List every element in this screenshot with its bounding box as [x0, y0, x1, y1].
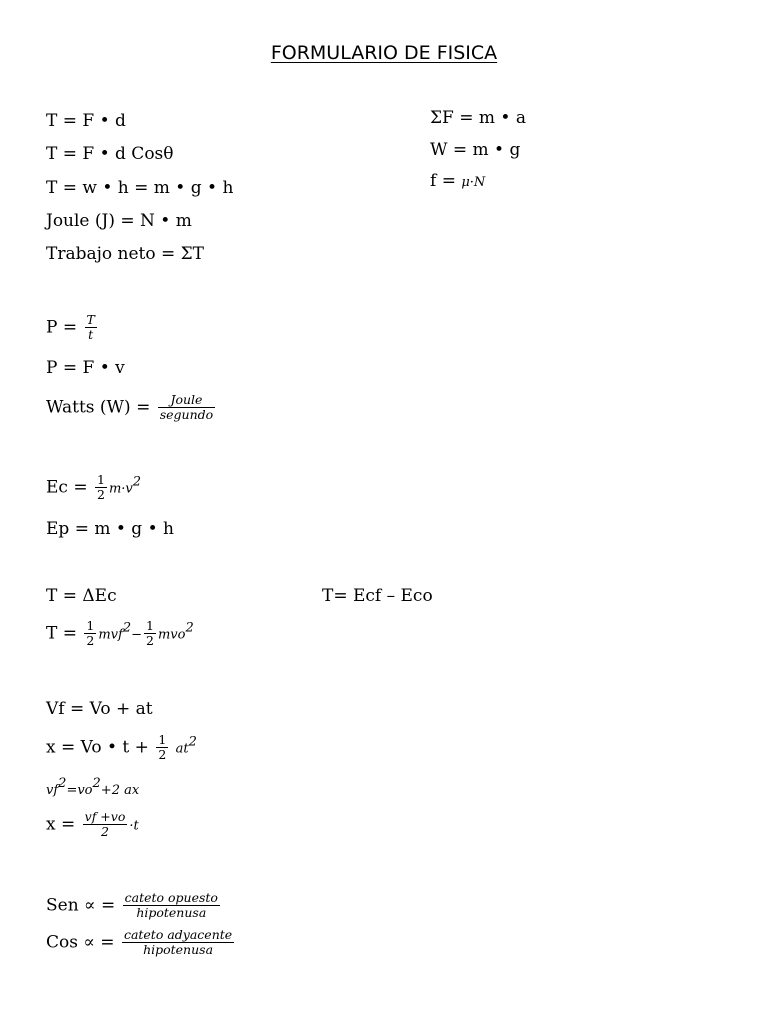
exponent: 2 [122, 620, 132, 636]
fraction-denominator: t [88, 327, 94, 343]
formula-delta-ec: T = ΔEc [46, 586, 117, 606]
fraction-denominator: 2 [96, 487, 105, 503]
formula-friccion-expr: μ·N [461, 175, 486, 190]
formula-te-term2: mvo [157, 627, 186, 643]
fraction-numerator: cateto adyacente [123, 927, 233, 942]
formula-watts-prefix: Watts (W) = [46, 397, 156, 418]
formula-energia-potencial: Ep = m • g • h [46, 519, 174, 539]
fraction-denominator: 2 [146, 633, 154, 649]
exponent: 2 [58, 776, 67, 791]
fraction-denominator: segundo [159, 407, 214, 423]
formula-watts [46, 393, 217, 423]
fraction-denominator: 2 [86, 633, 95, 649]
formula-posicion [46, 733, 197, 763]
fraction-numerator: 1 [96, 472, 105, 487]
fraction-trabajo-tiempo [85, 313, 97, 343]
formula-posicion-prefix: x = Vo • t + [46, 737, 155, 758]
exponent: 2 [92, 776, 101, 791]
formula-trabajo-coseno: T = F • d Cosθ [46, 144, 174, 164]
formula-pp-prefix: x = [46, 814, 81, 835]
fraction-denominator: 2 [101, 824, 109, 840]
fraction-numerator: cateto opuesto [124, 890, 218, 905]
formula-ec-expr: m·v [108, 481, 133, 497]
formula-friccion [430, 173, 485, 190]
formula-trabajo-peso: T = w • h = m • g • h [46, 178, 234, 198]
fraction-numerator: 1 [158, 732, 167, 747]
exponent: 2 [188, 734, 197, 750]
page-title: FORMULARIO DE FISICA [270, 42, 498, 64]
formula-vc-a: vf [46, 783, 59, 798]
exponent: 2 [185, 620, 194, 636]
formula-seno [46, 891, 222, 921]
formula-peso: W = m • g [430, 140, 521, 160]
fraction-numerator: 1 [146, 618, 154, 633]
formula-pp-suffix: ·t [129, 818, 139, 834]
fraction-numerator: T [86, 312, 95, 327]
formula-posicion-term: at [175, 741, 189, 757]
fraction-un-medio [95, 473, 107, 503]
minus-sign: − [131, 627, 143, 643]
formula-trabajo-energia [46, 619, 194, 649]
formula-ecf-eco: T= Ecf – Eco [322, 586, 433, 606]
formula-friccion-prefix: f = [430, 171, 462, 191]
fraction-un-medio [156, 733, 168, 763]
formula-vc-c: +2 ax [100, 783, 140, 798]
fraction-denominator: hipotenusa [143, 942, 214, 958]
fraction-un-medio [144, 619, 156, 649]
formula-te-prefix: T = [46, 623, 83, 644]
fraction-numerator: vf +vo [84, 809, 126, 824]
formula-te-term1: mvf [98, 627, 123, 643]
fraction-un-medio [84, 619, 96, 649]
formula-segunda-ley: ΣF = m • a [430, 108, 526, 128]
formula-energia-cinetica [46, 473, 141, 503]
formula-velocidad-cuadrada [46, 776, 140, 798]
exponent: 2 [132, 474, 142, 490]
formula-seno-prefix: Sen ∝ = [46, 895, 121, 916]
fraction-joule-segundo [158, 393, 215, 423]
fraction-seno [123, 891, 220, 921]
fraction-velocidad-promedio [83, 810, 128, 840]
fraction-numerator: Joule [158, 393, 215, 408]
fraction-numerator: 1 [86, 618, 95, 633]
formula-velocidad-final: Vf = Vo + at [46, 699, 153, 719]
formula-potencia-velocidad: P = F • v [46, 358, 125, 378]
formula-posicion-promedio [46, 810, 139, 840]
formula-joule: Joule (J) = N • m [46, 211, 192, 231]
formula-vc-b: =vo [66, 783, 93, 798]
fraction-coseno [122, 928, 234, 958]
formula-ec-prefix: Ec = [46, 477, 93, 498]
formula-trabajo-neto: Trabajo neto = ΣT [46, 244, 205, 264]
formula-trabajo: T = F • d [46, 111, 126, 131]
fraction-denominator: 2 [158, 747, 167, 763]
formula-potencia [46, 313, 99, 343]
formula-coseno [46, 928, 236, 958]
formula-coseno-prefix: Cos ∝ = [46, 932, 120, 953]
formula-potencia-prefix: P = [46, 317, 83, 338]
fraction-denominator: hipotenusa [136, 905, 207, 921]
